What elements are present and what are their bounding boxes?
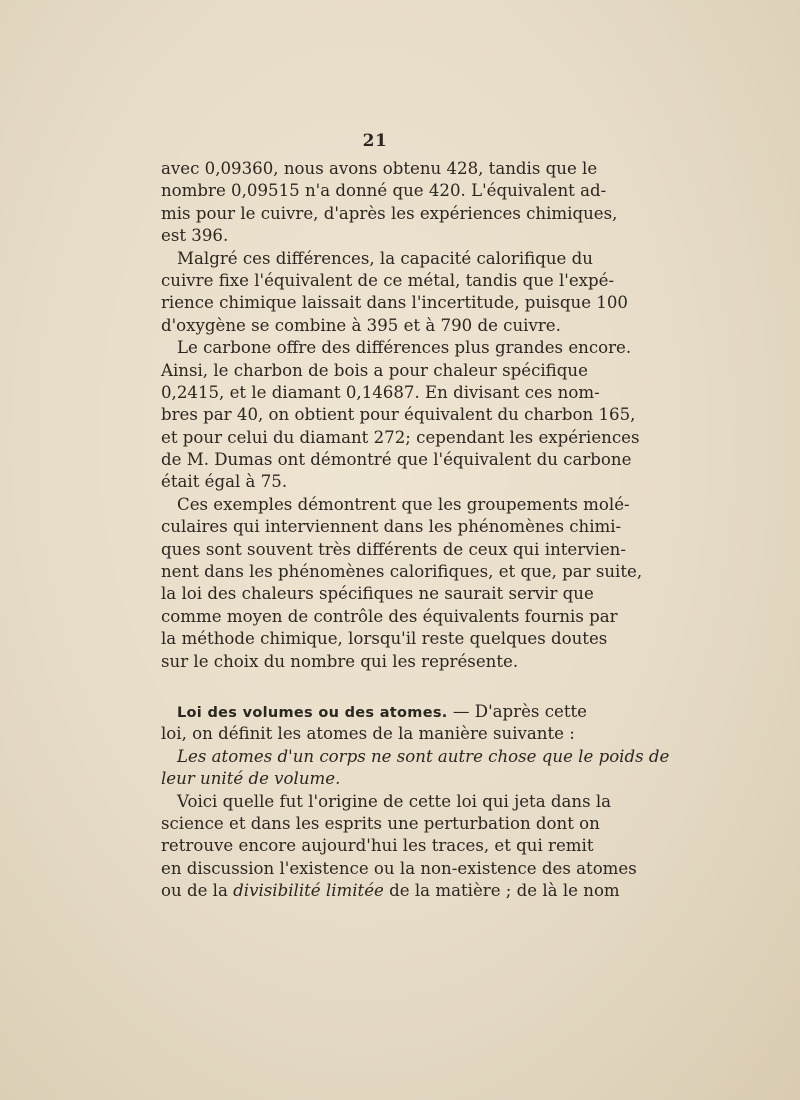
text-run: ou de la — [161, 881, 234, 901]
text-line: comme moyen de contrôle des équivalents fournis par — [161, 606, 618, 626]
text-line: bres par 40, on obtient pour équivalent du charbon 165, — [161, 405, 636, 425]
text-line: la méthode chimique, lorsqu'il reste quelques doutes — [161, 629, 608, 649]
text-line: d'oxygène se combine à 395 et à 790 de cuivre. — [161, 315, 561, 335]
paragraph — [161, 248, 628, 338]
text-line: est 396. — [161, 226, 229, 246]
text-line: Malgré ces différences, la capacité calorifique du — [177, 248, 593, 268]
text-run: de la matière ; de là le nom — [383, 881, 620, 901]
section-heading-continuation: — D'après cette — [447, 701, 587, 721]
text-line: science et dans les esprits une perturbation dont on — [161, 813, 600, 833]
section-heading: Loi des volumes ou des atomes. — [177, 704, 448, 721]
paragraph — [161, 791, 637, 903]
text-line: sur le choix du nombre qui les représente. — [161, 651, 519, 671]
paragraph — [161, 337, 640, 494]
body-text — [161, 158, 670, 903]
definition-line: leur unité de volume. — [161, 769, 341, 789]
definition-line: Les atomes d'un corps ne sont autre chose que le poids de — [177, 746, 670, 766]
text-line: mis pour le cuivre, d'après les expériences chimiques, — [161, 203, 618, 223]
text-line: de M. Dumas ont démontré que l'équivalent du carbone — [161, 450, 632, 470]
paragraph — [161, 158, 618, 248]
section-spacer — [161, 673, 587, 701]
text-line: Le carbone offre des différences plus grandes encore. — [177, 338, 632, 358]
text-line: ques sont souvent très différents de ceux qui intervien- — [161, 539, 626, 559]
text-line: cuivre fixe l'équivalent de ce métal, tandis que l'expé- — [161, 270, 615, 290]
text-line: Ainsi, le charbon de bois a pour chaleur spécifique — [161, 360, 588, 380]
text-line: et pour celui du diamant 272; cependant les expériences — [161, 427, 640, 447]
text-line: 0,2415, et le diamant 0,14687. En divisant ces nom- — [161, 382, 600, 402]
section-heading-line — [161, 701, 587, 723]
text-line: nent dans les phénomènes calorifiques, et que, par suite, — [161, 562, 643, 582]
text-line: en discussion l'existence ou la non-existence des atomes — [161, 858, 637, 878]
italic-run: divisibilité limitée — [233, 881, 384, 901]
text-line: était égal à 75. — [161, 472, 288, 492]
text-line: culaires qui interviennent dans les phénomènes chimi- — [161, 517, 622, 537]
page-number: 21 — [362, 131, 388, 151]
text-line — [161, 880, 620, 902]
paragraph — [161, 494, 643, 673]
text-line: retrouve encore aujourd'hui les traces, et qui remit — [161, 836, 594, 856]
text-line: loi, on définit les atomes de la manière suivante : — [161, 724, 575, 744]
text-line: nombre 0,09515 n'a donné que 420. L'équivalent ad- — [161, 181, 607, 201]
text-line: Ces exemples démontrent que les groupements molé- — [177, 494, 630, 514]
text-line: rience chimique laissait dans l'incertitude, puisque 100 — [161, 293, 628, 313]
text-line: la loi des chaleurs spécifiques ne saurait servir que — [161, 584, 594, 604]
text-line: Voici quelle fut l'origine de cette loi qui jeta dans la — [177, 791, 612, 811]
text-line: avec 0,09360, nous avons obtenu 428, tandis que le — [161, 159, 598, 178]
section — [161, 701, 670, 791]
